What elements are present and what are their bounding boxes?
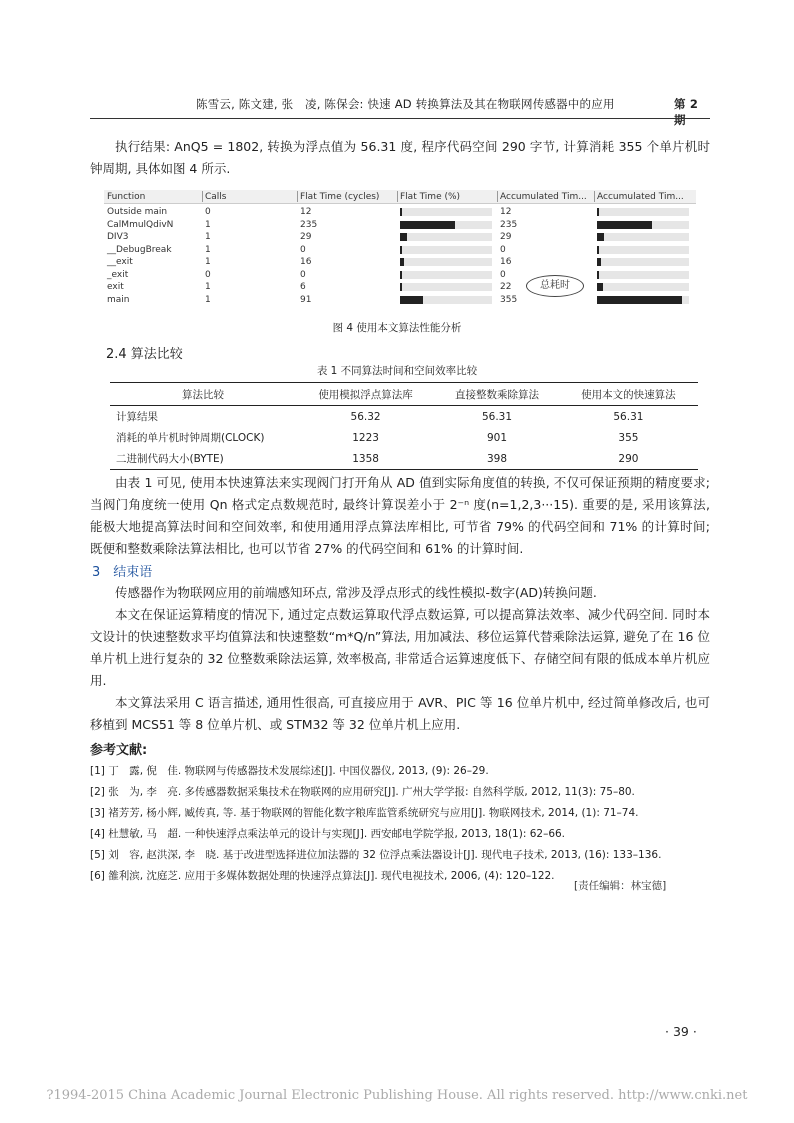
page-number: · 39 · [665, 1024, 697, 1039]
profiler-cell-function: DIV3 [107, 232, 129, 242]
copyright-footer: ?1994-2015 China Academic Journal Electronic Publishing House. All rights reserved. http://www.cnki.net [46, 1088, 748, 1103]
profiler-cell-function: Outside main [107, 207, 168, 217]
accum-pct-bar-fill [597, 221, 652, 229]
profiler-cell-flat-cycles: 91 [300, 294, 312, 305]
table-header-cell: 使用本文的快速算法 [559, 383, 698, 406]
table-header-cell: 使用模拟浮点算法库 [296, 383, 435, 406]
profiler-col-flat-pct: Flat Time (%) [400, 192, 461, 202]
profiler-row [104, 269, 696, 281]
profiler-cell-calls: 1 [205, 219, 211, 230]
accum-pct-bar [597, 221, 689, 229]
profiler-cell-function: CalMmulQdivN [107, 219, 174, 230]
column-divider [397, 191, 398, 202]
reference-item: [4] 杜慧敏, 马 超. 一种快速浮点乘法单元的设计与实现[J]. 西安邮电学院学报, 2013, 18(1): 62–66. [90, 828, 566, 840]
flat-pct-bar [400, 233, 492, 241]
flat-pct-bar [400, 271, 492, 279]
accum-pct-bar [597, 258, 689, 266]
profiler-cell-flat-cycles: 6 [300, 282, 306, 292]
conclusion-paragraph: 本文算法采用 C 语言描述, 通用性很高, 可直接应用于 AVR、PIC 等 16 位单片机中, 经过简单修改后, 也可移植到 MCS51 等 8 位单片机、或 STM32 等 32 位单片机上应用. [90, 695, 710, 732]
table-cell: 消耗的单片机时钟周期(CLOCK) [116, 432, 265, 444]
flat-pct-bar [400, 208, 492, 216]
accum-pct-bar-fill [597, 208, 599, 216]
profiler-row [104, 231, 696, 243]
flat-pct-bar-fill [400, 208, 402, 216]
flat-pct-bar-fill [400, 246, 402, 254]
accum-pct-bar-fill [597, 233, 604, 241]
profiler-cell-calls: 0 [205, 207, 211, 217]
table-cell: 56.31 [613, 410, 644, 423]
table-cell: 398 [435, 448, 559, 470]
profiler-col-flat-cycles: Flat Time (cycles) [300, 192, 380, 202]
table-cell: 56.32 [350, 410, 381, 423]
profiler-cell-flat-cycles: 29 [300, 232, 312, 242]
accum-pct-bar [597, 208, 689, 216]
profiler-cell-function: __exit [107, 257, 133, 267]
profiler-table [104, 190, 696, 307]
reference-item: [1] 丁 露, 倪 佳. 物联网与传感器技术发展综述[J]. 中国仪器仪, 2013, (9): 26–29. [90, 765, 489, 777]
table-row [110, 406, 698, 428]
figure-caption: 图 4 使用本文算法性能分析 [332, 322, 462, 334]
profiler-cell-function: __DebugBreak [107, 244, 172, 255]
profiler-cell-calls: 1 [205, 282, 211, 292]
profiler-cell-calls: 0 [205, 269, 211, 280]
reference-item: [5] 刘 容, 赵洪深, 李 晓. 基于改进型选择进位加法器的 32 位浮点乘法器设计[J]. 现代电子技术, 2013, (16): 133–136. [90, 849, 662, 861]
table-header-row [110, 383, 698, 406]
profiler-row [104, 206, 696, 218]
profiler-cell-flat-cycles: 12 [300, 207, 312, 217]
flat-pct-bar-fill [400, 283, 402, 291]
profiler-cell-function: _exit [107, 269, 129, 280]
running-header [196, 96, 708, 127]
accum-pct-bar-fill [597, 246, 599, 254]
column-divider [497, 191, 498, 202]
section-2-4-heading: 2.4 算法比较 [106, 347, 183, 362]
profiler-cell-calls: 1 [205, 244, 211, 255]
table-header-cell: 直接整数乘除算法 [435, 383, 559, 406]
table-cell: 901 [486, 431, 507, 444]
flat-pct-bar-fill [400, 296, 423, 304]
table-cell: 1358 [296, 448, 435, 470]
flat-pct-bar [400, 221, 492, 229]
profiler-cell-accum-cycles: 16 [500, 257, 512, 267]
table-caption: 表 1 不同算法时间和空间效率比较 [316, 365, 478, 377]
intro-paragraph: 执行结果: AnQ5 = 1802, 转换为浮点值为 56.31 度, 程序代码空间 290 字节, 计算消耗 355 个单片机时钟周期, 具体如图 4 所示. [90, 139, 710, 176]
profiler-col-accum-pct: Accumulated Tim... [597, 192, 684, 202]
table-cell: 290 [559, 448, 698, 470]
flat-pct-bar [400, 296, 492, 304]
reference-item: [6] 雒利滨, 沈庭芝. 应用于多媒体数据处理的快速浮点算法[J]. 现代电视技术, 2006, (4): 120–122. [90, 870, 555, 882]
accum-pct-bar [597, 271, 689, 279]
accum-pct-bar-fill [597, 283, 603, 291]
table-header-cell: 算法比较 [110, 383, 296, 406]
flat-pct-bar-fill [400, 221, 455, 229]
section-3-heading: 3 结束语 [92, 565, 153, 580]
profiler-col-calls: Calls [205, 192, 227, 202]
profiler-header [104, 190, 696, 204]
flat-pct-bar [400, 283, 492, 291]
total-time-annotation: 总耗时 [526, 275, 584, 297]
table-cell: 1223 [352, 431, 379, 444]
profiler-cell-calls: 1 [205, 294, 211, 305]
profiler-cell-accum-cycles: 355 [500, 294, 518, 305]
table-row [110, 427, 698, 448]
profiler-row [104, 256, 696, 268]
table-cell: 56.31 [481, 410, 513, 423]
profiler-cell-accum-cycles: 0 [500, 269, 506, 280]
table-row [110, 448, 698, 470]
table-cell: 二进制代码大小(BYTE) [110, 448, 296, 470]
accum-pct-bar-fill [597, 296, 682, 304]
accum-pct-bar [597, 246, 689, 254]
flat-pct-bar-fill [400, 258, 404, 266]
reference-list [90, 761, 710, 887]
accum-pct-bar [597, 296, 689, 304]
profiler-cell-accum-cycles: 235 [500, 219, 518, 230]
table-cell: 355 [618, 431, 639, 444]
profiler-cell-flat-cycles: 16 [300, 257, 312, 267]
column-divider [202, 191, 203, 202]
column-divider [297, 191, 298, 202]
accum-pct-bar-fill [597, 271, 599, 279]
profiler-cell-flat-cycles: 235 [300, 219, 318, 230]
flat-pct-bar [400, 258, 492, 266]
profiler-cell-flat-cycles: 0 [300, 244, 306, 255]
profiler-cell-calls: 1 [205, 232, 211, 242]
profiler-row [104, 281, 696, 293]
accum-pct-bar [597, 233, 689, 241]
profiler-row [104, 219, 696, 231]
profiler-cell-accum-cycles: 12 [500, 207, 512, 217]
profiler-cell-accum-cycles: 0 [500, 244, 506, 255]
profiler-cell-flat-cycles: 0 [300, 269, 306, 280]
comparison-table [110, 382, 698, 470]
editor-note: [责任编辑：林宝德] [574, 880, 667, 892]
profiler-cell-accum-cycles: 22 [500, 282, 512, 292]
references-title: 参考文献: [90, 743, 148, 758]
profiler-cell-function: exit [107, 282, 124, 292]
flat-pct-bar-fill [400, 233, 407, 241]
conclusion-paragraph: 传感器作为物联网应用的前端感知环点, 常涉及浮点形式的线性模拟-数字(AD)转换问题. [115, 585, 597, 600]
analysis-paragraph: 由表 1 可见, 使用本快速算法来实现阀门打开角从 AD 值到实际角度值的转换, 不仅可保证预期的精度要求; 当阀门角度统一使用 Qn 格式定点数规范时, 最终计算误差小于 2⁻ⁿ 度(n=1,2,3···15). 重要的是, 采用该算法, 能极大地提高算法时间和空间效率, 和使用通用浮点算法库相比, 可节省 79% 的代码空间和 71% 的计算时间; 既便和整数乘除法算法相比, 也可以节省 27% 的代码空间和 61% 的计算时间. [90, 475, 710, 556]
profiler-cell-calls: 1 [205, 257, 211, 267]
reference-item: [3] 褚芳芳, 杨小辉, 臧传真, 等. 基于物联网的智能化数字粮库监管系统研究与应用[J]. 物联网技术, 2014, (1): 71–74. [90, 807, 639, 819]
column-divider [594, 191, 595, 202]
reference-item: [2] 张 为, 李 亮. 多传感器数据采集技术在物联网的应用研究[J]. 广州大学学报: 自然科学版, 2012, 11(3): 75–80. [90, 786, 635, 798]
conclusion-paragraph: 本文在保证运算精度的情况下, 通过定点数运算取代浮点数运算, 可以提高算法效率、减少代码空间. 同时本文设计的快速整数求平均值算法和快速整数“m*Q/n”算法, 用加减法、移位运算代替乘除法运算, 避免了在 16 位单片机上进行复杂的 32 位整数乘除法运算, 效率极高, 非常适合运算速度低下、存储空间有限的低成本单片机应用. [90, 607, 710, 688]
profiler-cell-accum-cycles: 29 [500, 232, 512, 242]
accum-pct-bar [597, 283, 689, 291]
issue-number: 第 2 期 [674, 97, 699, 127]
profiler-row [104, 294, 696, 306]
profiler-col-function: Function [107, 192, 146, 202]
profiler-col-accum-cycles: Accumulated Tim... [500, 192, 587, 202]
profiler-row [104, 244, 696, 256]
flat-pct-bar [400, 246, 492, 254]
table-cell: 计算结果 [116, 411, 158, 423]
profiler-cell-function: main [107, 294, 130, 305]
accum-pct-bar-fill [597, 258, 601, 266]
running-title: 陈雪云, 陈文建, 张 凌, 陈保会: 快速 AD 转换算法及其在物联网传感器中的应用 [196, 97, 615, 111]
flat-pct-bar-fill [400, 271, 402, 279]
header-rule [90, 118, 710, 119]
